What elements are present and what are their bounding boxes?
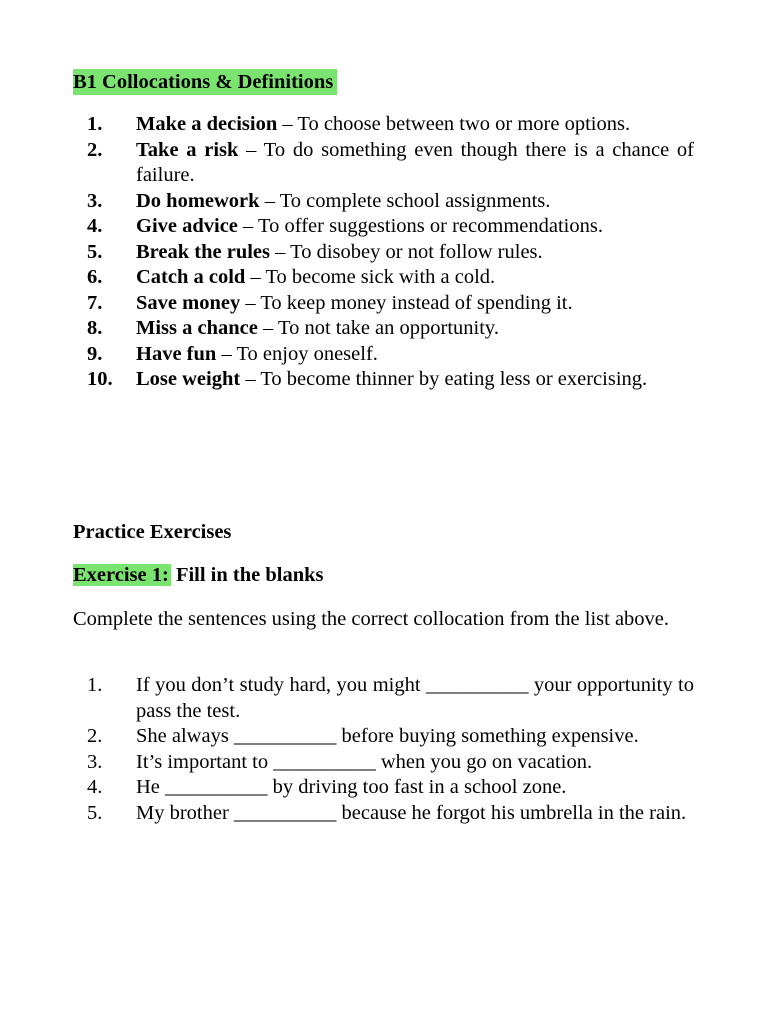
collocation-term: Break the rules xyxy=(136,240,271,263)
section-heading: Practice Exercises xyxy=(73,521,232,543)
definition-item xyxy=(73,240,694,266)
item-number: 5. xyxy=(87,801,103,824)
collocation-term: Miss a chance xyxy=(136,317,258,339)
collocation-definition: – To do something even though there is a chance of failure. xyxy=(136,138,694,186)
definition-item xyxy=(73,189,694,215)
definition-item xyxy=(73,316,694,342)
exercise-instructions: Complete the sentences using the correct collocation from the list above. xyxy=(73,608,670,630)
collocation-term: Give advice xyxy=(136,215,238,237)
item-number: 2. xyxy=(87,725,103,747)
exercise-sentence: He __________ by driving too fast in a school zone. xyxy=(136,776,567,798)
collocation-term: Have fun xyxy=(136,342,217,365)
collocation-definition: – To become sick with a cold. xyxy=(245,266,496,288)
page-title: B1 Collocations & Definitions xyxy=(73,69,337,95)
exercise-sentence: If you don’t study hard, you might __________ your opportunity to pass the test. xyxy=(136,674,694,722)
item-number: 3. xyxy=(87,750,103,773)
definition-item xyxy=(73,112,694,138)
exercise-item xyxy=(73,750,694,776)
collocation-definition: – To enjoy oneself. xyxy=(216,342,378,365)
collocation-term: Do homework xyxy=(136,189,260,212)
collocation-term: Catch a cold xyxy=(136,266,246,288)
collocation-term: Save money xyxy=(136,291,241,314)
exercise-item xyxy=(73,724,694,750)
item-number: 9. xyxy=(87,342,103,365)
definition-item xyxy=(73,138,694,189)
exercise-label: Exercise 1: xyxy=(73,564,169,586)
item-number: 10. xyxy=(87,368,113,390)
definition-item xyxy=(73,291,694,317)
collocation-term: Lose weight xyxy=(136,368,241,390)
item-number: 5. xyxy=(87,240,103,263)
exercise-sentence: It’s important to __________ when you go on vacation. xyxy=(136,750,593,773)
definition-item xyxy=(73,214,694,240)
item-number: 4. xyxy=(87,215,103,237)
collocation-definition: – To not take an opportunity. xyxy=(257,317,499,339)
item-number: 7. xyxy=(87,291,103,314)
item-number: 3. xyxy=(87,189,103,212)
collocation-definition: – To keep money instead of spending it. xyxy=(240,291,573,314)
item-number: 6. xyxy=(87,266,103,288)
item-number: 1. xyxy=(87,113,103,135)
exercise-list xyxy=(73,673,694,826)
collocation-term: Make a decision xyxy=(136,113,278,135)
collocation-definition: – To choose between two or more options. xyxy=(277,113,631,135)
collocation-term: Take a risk xyxy=(136,138,239,161)
exercise-heading xyxy=(73,563,324,588)
item-number: 1. xyxy=(87,674,103,696)
exercise-sentence: My brother __________ because he forgot his umbrella in the rain. xyxy=(136,801,687,824)
exercise-title: Fill in the blanks xyxy=(170,564,324,586)
item-number: 8. xyxy=(87,317,103,339)
exercise-item xyxy=(73,673,694,724)
definition-item xyxy=(73,265,694,291)
definitions-list xyxy=(73,112,694,393)
collocation-definition: – To offer suggestions or recommendations. xyxy=(237,215,603,237)
item-number: 2. xyxy=(87,138,103,161)
exercise-sentence: She always __________ before buying something expensive. xyxy=(136,725,639,747)
exercise-item xyxy=(73,775,694,801)
collocation-definition: – To become thinner by eating less or exercising. xyxy=(240,368,648,390)
exercise-item xyxy=(73,801,694,827)
definition-item xyxy=(73,342,694,368)
collocation-definition: – To disobey or not follow rules. xyxy=(270,240,543,263)
item-number: 4. xyxy=(87,776,103,798)
collocation-definition: – To complete school assignments. xyxy=(259,189,551,212)
definition-item xyxy=(73,367,694,393)
